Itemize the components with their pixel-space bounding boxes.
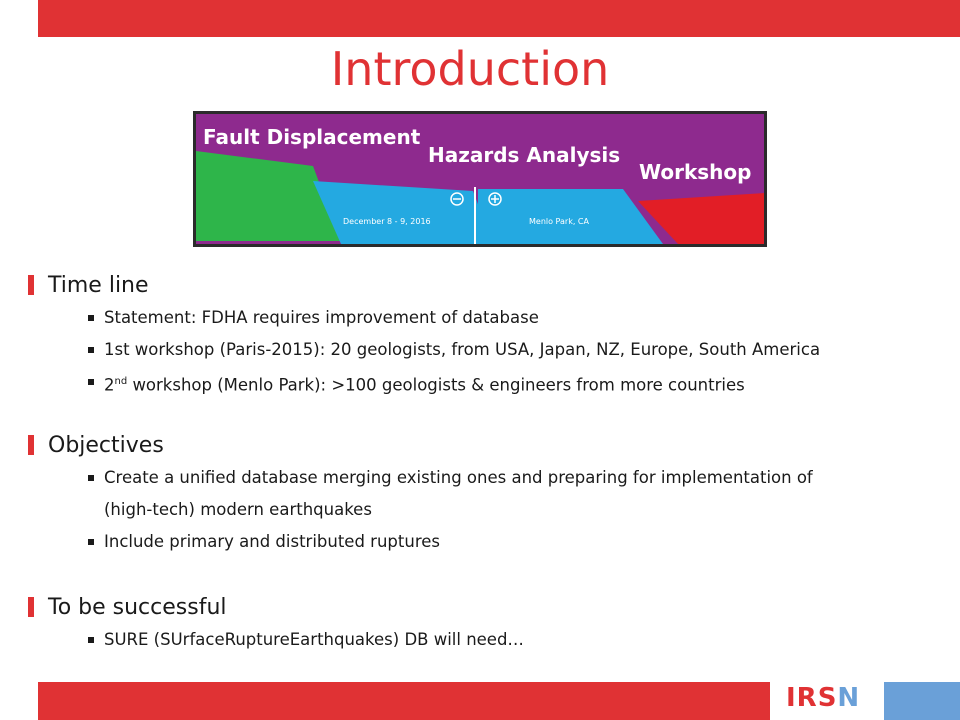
bullet-item-continuation: (high-tech) modern earthquakes	[104, 500, 372, 519]
bottom-accent-bar	[38, 682, 770, 720]
bullet-item: Create a unified database merging existing ones and preparing for implementation of	[28, 462, 813, 494]
bullet-square-icon	[88, 475, 94, 481]
bullet-square-icon	[88, 315, 94, 321]
banner-date: December 8 - 9, 2016	[343, 217, 431, 226]
section-marker	[28, 597, 34, 617]
slide-title: Introduction	[330, 42, 610, 96]
bullet-item: SURE (SUrfaceRuptureEarthquakes) DB will need…	[28, 624, 524, 656]
bullet-square-icon	[88, 347, 94, 353]
bullet-item: Include primary and distributed ruptures	[28, 526, 813, 558]
section-title: Time line	[48, 272, 149, 298]
banner-line3: Workshop	[639, 160, 752, 184]
banner-line1: Fault Displacement	[203, 125, 421, 149]
section-marker	[28, 435, 34, 455]
workshop-banner	[193, 111, 767, 247]
bullet-square-icon	[88, 637, 94, 643]
bullet-item: 2nd workshop (Menlo Park): >100 geologists & engineers from more countries	[28, 366, 820, 402]
section-time-line	[28, 270, 820, 402]
section-to-be-successful	[28, 592, 524, 656]
banner-line2: Hazards Analysis	[428, 143, 621, 167]
irsn-logo: IRSN	[786, 683, 861, 713]
section-title: To be successful	[48, 594, 227, 620]
top-accent-bar	[38, 0, 960, 37]
bullet-item: 1st workshop (Paris-2015): 20 geologists, from USA, Japan, NZ, Europe, South America	[28, 334, 820, 366]
bullet-square-icon	[88, 539, 94, 545]
banner-location: Menlo Park, CA	[529, 217, 589, 226]
section-objectives	[28, 430, 813, 558]
bullet-square-icon	[88, 379, 94, 385]
bullet-item: Statement: FDHA requires improvement of database	[28, 302, 820, 334]
section-title: Objectives	[48, 432, 164, 458]
blue-accent-box	[884, 682, 960, 720]
section-marker	[28, 275, 34, 295]
